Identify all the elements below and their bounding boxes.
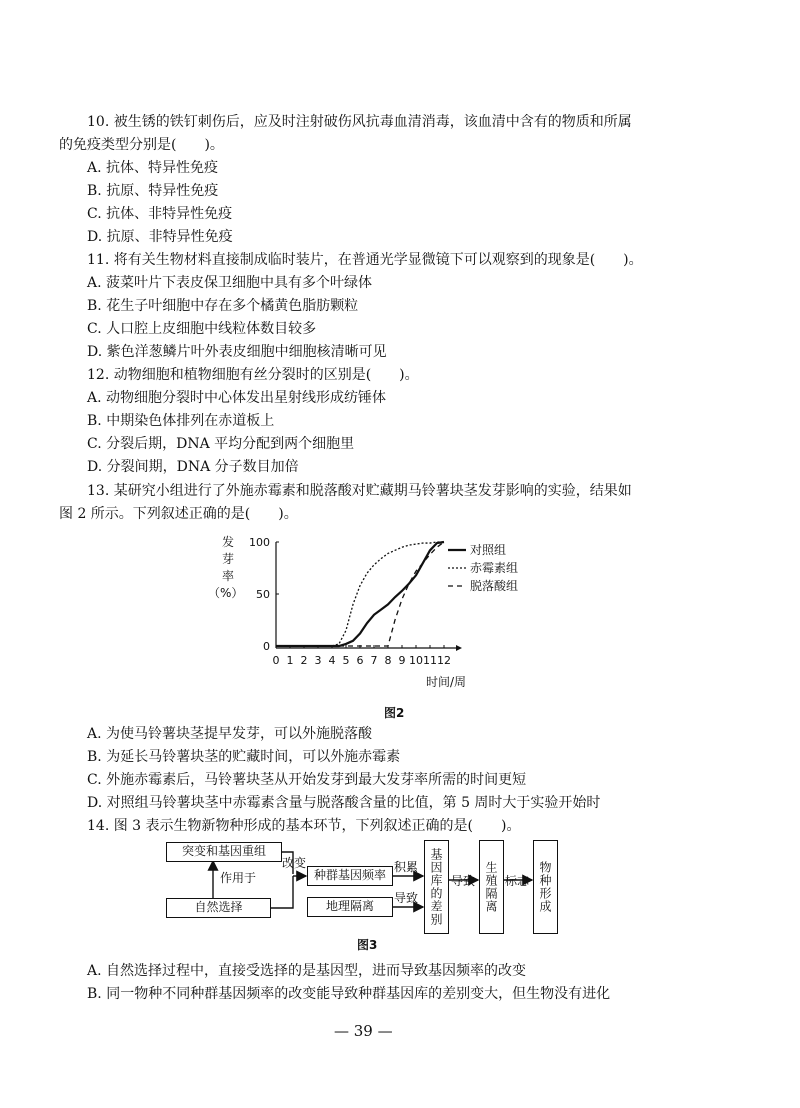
q12-option-a: A. 动物细胞分裂时中心体发出星射线形成纺锤体	[87, 390, 387, 406]
x-tick-label: 4	[328, 654, 336, 667]
x-tick-label: 12	[437, 654, 451, 667]
x-axis-label: 时间/周	[425, 675, 467, 689]
gene-pool-difference-box: 基因库的差别	[424, 840, 449, 934]
page-number: — 39 —	[334, 1022, 393, 1040]
changes-label: 改变	[282, 856, 307, 870]
y-axis-label-char: 率	[222, 569, 235, 583]
q13-option-d: D. 对照组马铃薯块茎中赤霉素含量与脱落酸含量的比值，第 5 周时大于实验开始时	[87, 795, 601, 811]
x-tick-label: 8	[384, 654, 392, 667]
figure2-caption: 图2	[384, 706, 405, 720]
natural-selection-box: 自然选择	[166, 898, 271, 918]
q11-option-b: B. 花生子叶细胞中存在多个橘黄色脂肪颗粒	[87, 298, 359, 314]
series-line-solid	[276, 542, 444, 646]
q11-option-a: A. 菠菜叶片下表皮保卫细胞中具有多个叶绿体	[87, 275, 373, 291]
x-tick-label: 7	[370, 654, 378, 667]
reproductive-isolation-box: 生殖隔离	[479, 840, 504, 934]
x-tick-label: 2	[300, 654, 308, 667]
q10-option-b: B. 抗原、特异性免疫	[87, 183, 219, 199]
mutation-box: 突变和基因重组	[166, 842, 282, 862]
x-tick-label: 1	[286, 654, 294, 667]
x-tick-label: 3	[314, 654, 322, 667]
q13-option-b: B. 为延长马铃薯块茎的贮藏时间，可以外施赤霉素	[87, 749, 401, 765]
x-axis-arrow	[456, 645, 462, 651]
x-tick-label: 10	[409, 654, 423, 667]
y-axis-label-char: 芽	[222, 552, 235, 566]
accumulate-label: 积累	[394, 860, 419, 874]
q11-option-d: D. 紫色洋葱鳞片叶外表皮细胞中细胞核清晰可见	[87, 344, 387, 360]
x-tick-label: 9	[398, 654, 406, 667]
y-tick-label: 100	[249, 536, 270, 549]
x-tick-label: 11	[423, 654, 437, 667]
y-tick-label: 50	[256, 588, 270, 601]
legend-label: 赤霉素组	[470, 561, 519, 575]
q12-line1: 12. 动物细胞和植物细胞有丝分裂时的区别是( )。	[87, 367, 419, 383]
q10-line2: 的免疫类型分别是( )。	[59, 137, 224, 153]
q10-option-a: A. 抗体、特异性免疫	[87, 160, 219, 176]
q13-line1: 13. 某研究小组进行了外施赤霉素和脱落酸对贮藏期马铃薯块茎发芽影响的实验，结果如	[87, 483, 632, 499]
species-formation-box: 物种形成	[533, 840, 558, 934]
q11-line1: 11. 将有关生物材料直接制成临时装片，在普通光学显微镜下可以观察到的现象是( )。	[87, 252, 643, 268]
acts-on-label: 作用于	[220, 871, 257, 885]
x-tick-label: 5	[342, 654, 350, 667]
q12-option-d: D. 分裂间期，DNA 分子数目加倍	[87, 459, 299, 475]
q14-option-b: B. 同一物种不同种群基因频率的改变能导致种群基因库的差别变大，但生物没有进化	[87, 986, 611, 1002]
marks-label: 标志	[505, 874, 530, 888]
gene-frequency-box: 种群基因频率	[307, 866, 393, 886]
q13-option-a: A. 为使马铃薯块茎提早发芽，可以外施脱落酸	[87, 726, 373, 742]
legend-label: 脱落酸组	[470, 579, 519, 593]
figure3-caption: 图3	[357, 938, 378, 952]
q14-line1: 14. 图 3 表示生物新物种形成的基本环节，下列叙述正确的是( )。	[87, 818, 521, 834]
q12-option-c: C. 分裂后期，DNA 平均分配到两个细胞里	[87, 436, 355, 452]
q11-option-c: C. 人口腔上皮细胞中线粒体数目较多	[87, 321, 317, 337]
germination-chart	[200, 528, 540, 718]
y-tick-label: 0	[263, 640, 270, 653]
q14-option-a: A. 自然选择过程中，直接受选择的是基因型，进而导致基因频率的改变	[87, 963, 527, 979]
q13-line2: 图 2 所示。下列叙述正确的是( )。	[59, 506, 298, 522]
series-line-dotted	[276, 542, 444, 646]
x-tick-label: 0	[272, 654, 280, 667]
q10-option-c: C. 抗体、非特异性免疫	[87, 206, 233, 222]
x-tick-label: 6	[356, 654, 364, 667]
y-axis-unit: （%）	[208, 586, 244, 600]
y-axis-label-char: 发	[222, 535, 235, 549]
legend-label: 对照组	[470, 543, 507, 557]
q10-line1: 10. 被生锈的铁钉刺伤后，应及时注射破伤风抗毒血清消毒，该血清中含有的物质和所属	[87, 114, 632, 130]
lead-to-label-1: 导致	[394, 891, 419, 905]
q13-option-c: C. 外施赤霉素后，马铃薯块茎从开始发芽到最大发芽率所需的时间更短	[87, 772, 527, 788]
q10-option-d: D. 抗原、非特异性免疫	[87, 229, 233, 245]
q12-option-b: B. 中期染色体排列在赤道板上	[87, 413, 275, 429]
geographic-isolation-box: 地理隔离	[307, 897, 393, 917]
lead-to-label-2: 导致	[451, 874, 476, 888]
series-line-dashed	[276, 542, 444, 646]
